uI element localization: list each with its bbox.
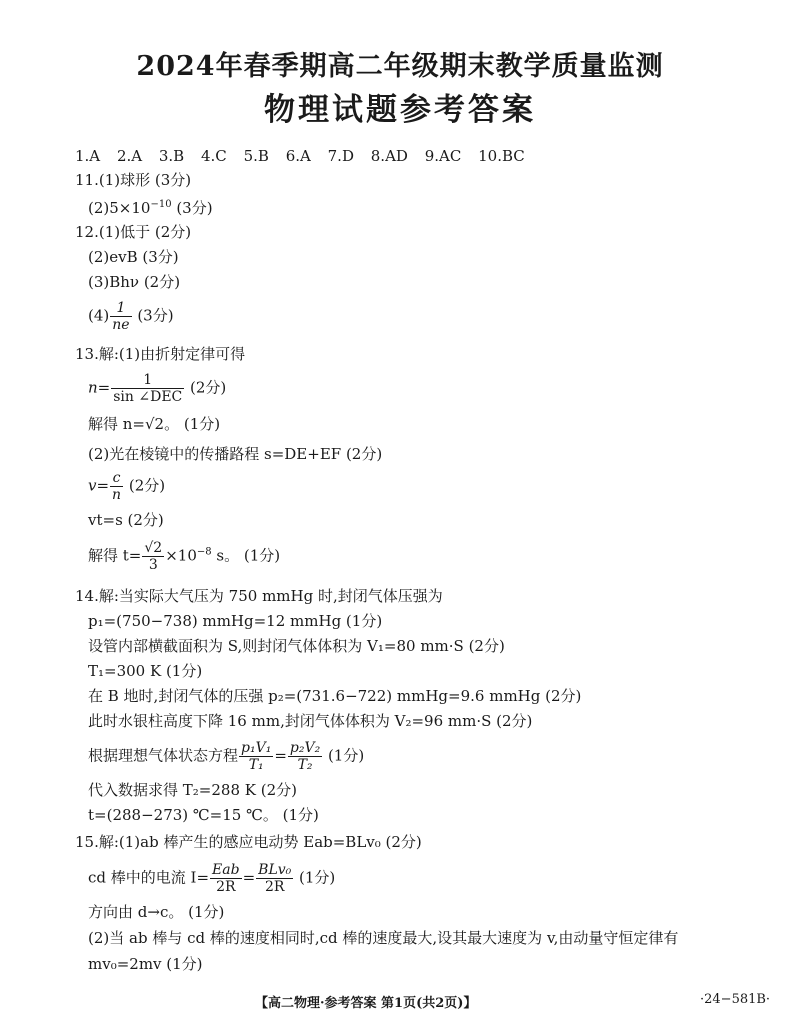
q14-line-3: 设管内部横截面积为 S,则封闭气体体积为 V₁=80 mm·S (2分) bbox=[88, 637, 505, 655]
q14-line-5: 在 B 地时,封闭气体的压强 p₂=(731.6−722) mmHg=9.6 mmHg (2分) bbox=[88, 687, 582, 705]
q12-line-3: (3)Bhν (2分) bbox=[88, 273, 181, 291]
q15-line-1: 15.解:(1)ab 棒产生的感应电动势 Eab=BLv₀ (2分) bbox=[75, 833, 422, 851]
q13-exponent: −8 bbox=[196, 546, 212, 558]
choice-answer: 4.C bbox=[201, 147, 227, 165]
fraction-denominator: T₁ bbox=[248, 757, 264, 773]
choice-answer: 7.D bbox=[327, 147, 354, 165]
q14-line-6: 此时水银柱高度下降 16 mm,封闭气体体积为 V₂=96 mm·S (2分) bbox=[88, 712, 533, 730]
fraction-denominator: sin ∠DEC bbox=[113, 389, 183, 405]
q14-line-4: T₁=300 K (1分) bbox=[88, 662, 203, 680]
q13-line-4: (2)光在棱镜中的传播路程 s=DE+EF (2分) bbox=[88, 445, 383, 463]
q13-line-7 bbox=[88, 540, 280, 573]
q15-line-3: 方向由 d→c。 (1分) bbox=[88, 903, 225, 921]
q11-exponent: −10 bbox=[150, 199, 172, 210]
answer-key-title: 物理试题参考答案 bbox=[264, 92, 536, 128]
q15-line-5: mv₀=2mv (1分) bbox=[88, 955, 203, 973]
q11-line-2-text: (2)5×10 bbox=[88, 199, 151, 217]
q13-line-7-label: 解得 t= bbox=[88, 546, 142, 565]
q13-line-2-score: (2分) bbox=[185, 378, 227, 397]
q14-fraction-right bbox=[288, 740, 322, 773]
q13-line-6: vt=s (2分) bbox=[88, 511, 164, 529]
choice-answer: 8.AD bbox=[370, 147, 408, 165]
q14-line-9: t=(288−273) ℃=15 ℃。 (1分) bbox=[88, 806, 319, 824]
q11-line-2-score: (3分) bbox=[171, 199, 213, 217]
q13-line-5 bbox=[88, 470, 165, 503]
q13-line-1: 13.解:(1)由折射定律可得 bbox=[75, 345, 246, 363]
fraction-denominator: ne bbox=[112, 317, 130, 333]
q15-fraction-left bbox=[210, 862, 242, 895]
q14-line-7-score: (1分) bbox=[323, 746, 365, 765]
fraction-numerator: BLv₀ bbox=[258, 862, 292, 878]
fraction-numerator: Eab bbox=[212, 862, 240, 878]
q12-line-2: (2)evB (3分) bbox=[88, 248, 179, 266]
fraction-numerator: 1 bbox=[111, 372, 184, 389]
q12-line-4-score: (3分) bbox=[132, 306, 174, 325]
q15-line-2-score: (1分) bbox=[294, 868, 336, 887]
fraction-numerator: c bbox=[110, 470, 123, 487]
q13-line-7-score: s。 (1分) bbox=[211, 546, 281, 565]
q11-line-1: 11.(1)球形 (3分) bbox=[75, 171, 192, 189]
q12-line-1: 12.(1)低于 (2分) bbox=[75, 223, 192, 241]
q11-line-2 bbox=[88, 195, 213, 218]
q13-line-2-label: n= bbox=[88, 378, 111, 397]
q15-line-2-label: cd 棒中的电流 I= bbox=[88, 868, 210, 887]
choice-answer: 3.B bbox=[158, 147, 185, 165]
q12-line-4 bbox=[88, 300, 174, 333]
q14-fraction-left bbox=[239, 740, 273, 773]
fraction-denominator: 3 bbox=[148, 557, 158, 573]
q15-line-2 bbox=[88, 862, 335, 895]
q12-line-4-label: (4) bbox=[88, 306, 110, 325]
q14-line-8: 代入数据求得 T₂=288 K (2分) bbox=[88, 781, 297, 799]
q13-line-5-label: v= bbox=[88, 476, 110, 495]
q14-line-2: p₁=(750−738) mmHg=12 mmHg (1分) bbox=[88, 612, 383, 630]
q15-line-4: (2)当 ab 棒与 cd 棒的速度相同时,cd 棒的速度最大,设其最大速度为 v,由动量守恒定律有 bbox=[88, 929, 679, 947]
q15-equals: = bbox=[242, 868, 256, 887]
q13-fraction-v bbox=[110, 470, 123, 503]
fraction-numerator: p₂V₂ bbox=[289, 740, 321, 756]
fraction-numerator: 1 bbox=[110, 300, 131, 317]
choice-answers-row bbox=[75, 146, 537, 166]
q13-line-7-times: ×10 bbox=[165, 546, 197, 565]
fraction-denominator: T₂ bbox=[297, 757, 313, 773]
q14-line-7-label: 根据理想气体状态方程 bbox=[88, 746, 239, 765]
fraction-numerator: p₁V₁ bbox=[241, 740, 272, 756]
exam-title: 2024年春季期高二年级期末教学质量监测 bbox=[136, 51, 664, 82]
footer-code: ·24−581B· bbox=[700, 992, 771, 1007]
fraction-denominator: 2R bbox=[216, 879, 236, 895]
footer-page-info: 【高二物理·参考答案 第1页(共2页)】 bbox=[255, 996, 477, 1011]
q12-fraction bbox=[110, 300, 131, 333]
q14-equals: = bbox=[274, 746, 287, 765]
fraction-numerator: √2 bbox=[144, 540, 163, 556]
q14-line-1: 14.解:当实际大气压为 750 mmHg 时,封闭气体压强为 bbox=[75, 587, 443, 605]
q14-line-7 bbox=[88, 740, 364, 773]
fraction-denominator: 2R bbox=[264, 879, 285, 895]
q13-line-2 bbox=[88, 372, 226, 405]
choice-answer: 9.AC bbox=[424, 147, 462, 165]
choice-answer: 6.A bbox=[285, 147, 311, 165]
choice-answer: 5.B bbox=[243, 147, 269, 165]
q13-fraction-n bbox=[111, 372, 184, 405]
choice-answer: 10.BC bbox=[478, 147, 525, 165]
q13-line-3: 解得 n=√2。 (1分) bbox=[88, 415, 221, 433]
fraction-denominator: n bbox=[112, 487, 122, 503]
choice-answer: 2.A bbox=[116, 147, 143, 165]
choice-answer: 1.A bbox=[75, 147, 101, 165]
q13-fraction-t bbox=[142, 540, 164, 573]
q13-line-5-score: (2分) bbox=[124, 476, 166, 495]
q15-fraction-right bbox=[256, 862, 293, 895]
